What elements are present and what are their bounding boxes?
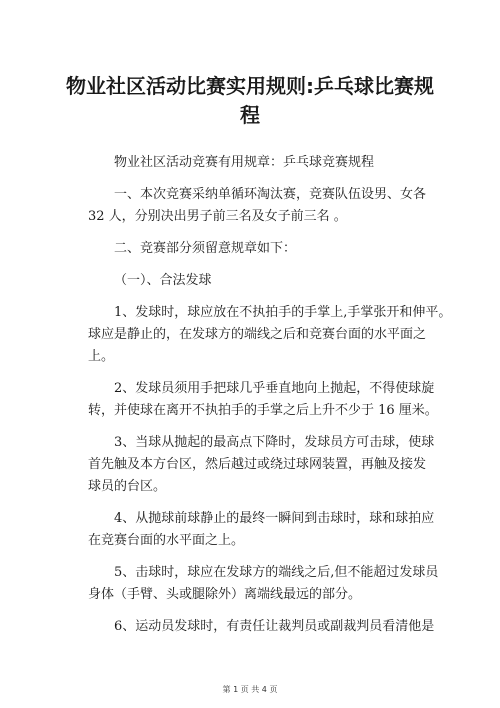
paragraph-line: 1、发球时，球应放在不执拍手的手掌上,手掌张开和伸平。	[114, 305, 452, 320]
paragraph	[88, 432, 433, 498]
paragraph	[88, 302, 452, 368]
paragraph-line: 球应是静止的，在发球方的端线之后和竞赛台面的水平面之	[88, 327, 427, 342]
paragraph-line: 身体（手臂、头或腿除外）离端线最远的部分。	[88, 587, 362, 602]
paragraph	[88, 562, 439, 606]
paragraph-line: 3、当球从抛起的最高点下降时，发球员方可击球，使球	[114, 435, 435, 450]
page-footer: 第 1 页 共 4 页	[222, 685, 278, 694]
paragraph	[88, 184, 433, 228]
paragraph-line: 5、击球时，球应在发球方的端线之后,但不能超过发球员	[114, 565, 439, 580]
title-line-1: 物业社区活动比赛实用规则:乒乓球比赛规	[66, 74, 434, 98]
paragraph-line: 转，并使球在离开不执拍手的手掌之后上升不少于 16 厘米。	[88, 403, 438, 418]
document-body	[88, 152, 452, 648]
paragraph	[88, 508, 433, 552]
paragraph-line: 二、竞赛部分须留意规章如下：	[114, 241, 297, 256]
paragraph-line: 球员的台区。	[88, 479, 167, 494]
paragraph-line: 上。	[88, 349, 115, 364]
paragraph-line: 在竞赛台面的水平面之上。	[88, 533, 245, 548]
paragraph-line: 2、发球员须用手把球几乎垂直地向上抛起，不得使球旋	[114, 381, 435, 396]
paragraph	[88, 238, 433, 260]
paragraph	[88, 616, 433, 638]
paragraph	[88, 378, 438, 422]
paragraph-line: 物业社区活动竞赛有用规章：乒乓球竞赛规程	[114, 155, 375, 170]
paragraph-line: 一、本次竞赛采纳单循环淘汰赛，竞赛队伍设男、女各	[114, 187, 427, 202]
document-title	[60, 72, 440, 130]
paragraph-line: 首先触及本方台区，然后越过或绕过球网装置，再触及接发	[88, 457, 427, 472]
paragraph-line: 4、从抛球前球静止的最终一瞬间到击球时，球和球拍应	[114, 511, 435, 526]
paragraph-line: （一）、合法发球	[114, 273, 212, 288]
title-line-2: 程	[240, 103, 260, 127]
paragraph-line: 32 人，分别决出男子前三名及女子前三名 。	[88, 209, 347, 224]
paragraph	[88, 270, 433, 292]
paragraph-line: 6、运动员发球时，有责任让裁判员或副裁判员看清他是	[114, 619, 435, 634]
paragraph	[88, 152, 433, 174]
